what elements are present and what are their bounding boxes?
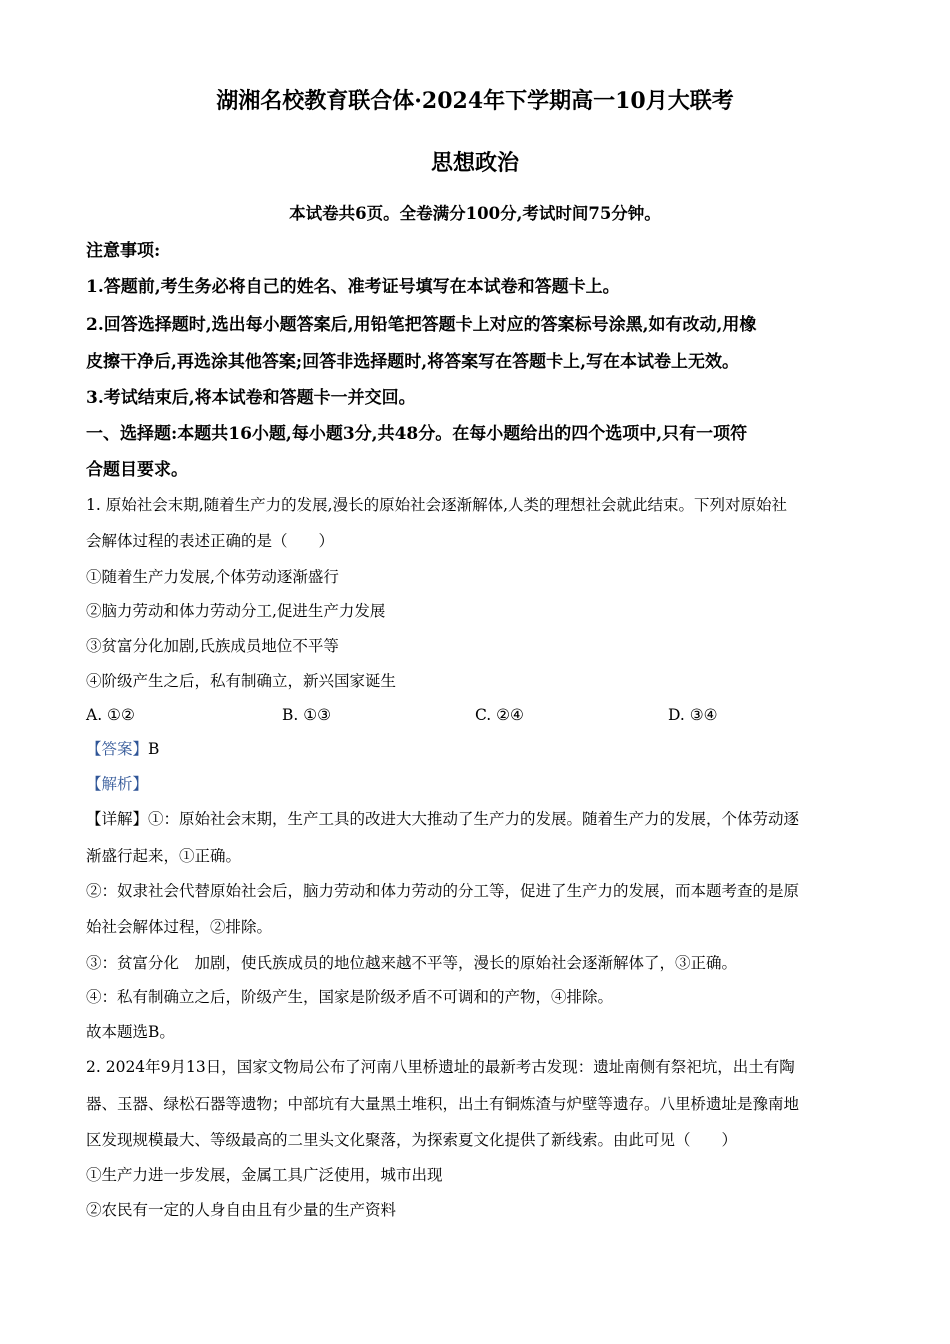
analysis-tag: 【解析】 [86, 775, 149, 793]
q2-statement-2: ②农民有一定的人身自由且有少量的生产资料 [86, 1201, 397, 1219]
q1-statement-1: ①随着生产力发展,个体劳动逐渐盛行 [86, 568, 339, 586]
q1-detail-line1 [86, 808, 866, 830]
q1-detail-line6: ④：私有制确立之后，阶级产生，国家是阶级矛盾不可调和的产物，④排除。 [86, 988, 614, 1006]
answer-value: B [148, 740, 160, 758]
q1-option-b: B. ①③ [282, 706, 332, 724]
detail-text: ①：原始社会末期，生产工具的改进大大推动了生产力的发展。随着生产力的发展，个体劳动逐 [148, 810, 800, 828]
q1-stem-line2: 会解体过程的表述正确的是（ ） [86, 532, 335, 550]
subject-title: 思想政治 [430, 150, 519, 176]
q1-detail-line4: 始社会解体过程，②排除。 [86, 918, 273, 936]
notice-item-1: 1.答题前,考生务必将自己的姓名、准考证号填写在本试卷和答题卡上。 [86, 277, 620, 297]
answer-tag: 【答案】 [86, 740, 149, 758]
q1-statement-3: ③贫富分化加剧,氏族成员地位不平等 [86, 637, 339, 655]
q1-detail-line5: ③：贫富分化 加剧，使氏族成员的地位越来越不平等，漫长的原始社会逐渐解体了，③正确。 [86, 954, 738, 972]
q2-stem-line3: 区发现规模最大、等级最高的二里头文化聚落，为探索夏文化提供了新线索。由此可见（ ） [86, 1131, 738, 1149]
exam-title: 湖湘名校教育联合体·2024年下学期高一10月大联考 [216, 88, 734, 114]
q2-statement-1: ①生产力进一步发展，金属工具广泛使用，城市出现 [86, 1166, 443, 1184]
exam-info: 本试卷共6页。全卷满分100分,考试时间75分钟。 [289, 204, 661, 223]
q2-stem-line1: 2. 2024年9月13日，国家文物局公布了河南八里桥遗址的最新考古发现：遗址南侧有祭祀坑，出土有陶 [86, 1058, 795, 1076]
detail-tag: 【详解】 [86, 810, 149, 828]
q1-detail-line2: 渐盛行起来，①正确。 [86, 847, 242, 865]
q1-statement-4: ④阶级产生之后，私有制确立，新兴国家诞生 [86, 672, 397, 690]
notice-heading: 注意事项: [86, 241, 161, 261]
q1-option-d: D. ③④ [668, 706, 718, 724]
notice-item-2-line1: 2.回答选择题时,选出每小题答案后,用铅笔把答题卡上对应的答案标号涂黑,如有改动,用橡 [86, 315, 757, 335]
q1-statement-2: ②脑力劳动和体力劳动分工,促进生产力发展 [86, 602, 386, 620]
q1-stem-line1: 1. 原始社会末期,随着生产力的发展,漫长的原始社会逐渐解体,人类的理想社会就此结束。下列对原始社 [86, 496, 787, 514]
q1-option-c: C. ②④ [475, 706, 524, 724]
q1-detail-line3: ②：奴隶社会代替原始社会后，脑力劳动和体力劳动的分工等，促进了生产力的发展，而本题考查的是原 [86, 882, 800, 900]
q2-stem-line2: 器、玉器、绿松石器等遗物；中部坑有大量黑土堆积，出土有铜炼渣与炉壁等遗存。八里桥遗址是豫南地 [86, 1095, 800, 1113]
section-heading-line1: 一、选择题:本题共16小题,每小题3分,共48分。在每小题给出的四个选项中,只有一项符 [86, 424, 748, 444]
notice-item-3: 3.考试结束后,将本试卷和答题卡一并交回。 [86, 388, 416, 408]
q1-option-a: A. ①② [86, 706, 135, 724]
q1-answer [86, 738, 866, 760]
section-heading-line2: 合题目要求。 [86, 460, 188, 480]
notice-item-2-line2: 皮擦干净后,再选涂其他答案;回答非选择题时,将答案写在答题卡上,写在本试卷上无效。 [86, 352, 740, 372]
q1-conclusion: 故本题选B。 [86, 1023, 175, 1041]
